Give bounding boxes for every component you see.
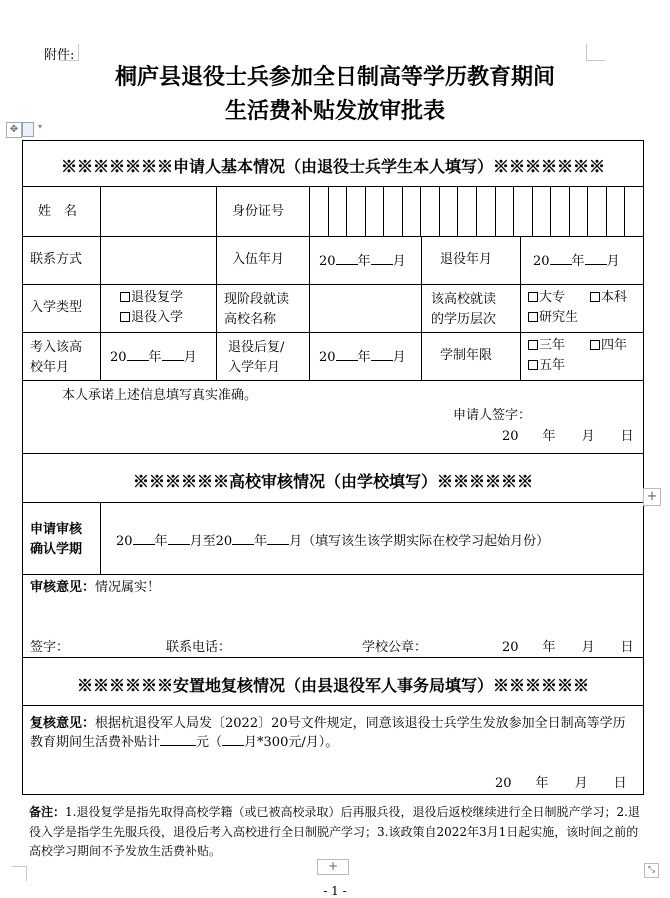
school-sign-date	[502, 640, 634, 656]
row-divider	[22, 705, 644, 706]
label-study-length: 学制年限	[440, 348, 493, 363]
applicant-sign-date	[502, 429, 634, 445]
school-opinion	[30, 580, 160, 596]
row-divider	[22, 380, 644, 381]
document-icon[interactable]	[22, 122, 34, 137]
period-note: （填写该生该学期实际在校学习起始月份）	[302, 534, 550, 549]
month-unit: 月	[392, 350, 406, 365]
review-sign-date	[495, 776, 627, 792]
section1-header: ※※※※※※※申请人基本情况（由退役士兵学生本人填写）※※※※※※※	[60, 157, 605, 176]
checkbox-label: 三年	[539, 338, 566, 353]
period-to: 至	[202, 534, 216, 549]
semester-period-field[interactable]	[116, 532, 549, 550]
label-line: 退役后复/	[228, 340, 285, 355]
remarks-text: 1.退役复学是指先取得高校学籍（或已被高校录取）后再服兵役，退役后返校继续进行全日制脱产学习；2.退役入学是指学生先服兵役，退役后考入高校进行全日制脱产学习；3.该政策自2022年3月1日起实施，该时间之前的高校学习期间不予发放生活费补贴。	[29, 805, 640, 858]
century: 20	[215, 534, 233, 549]
id-digit-cell-divider	[495, 186, 496, 236]
year-unit: 年	[357, 254, 371, 269]
date-year: 20	[502, 640, 519, 655]
checkbox-bachelor[interactable]	[590, 290, 627, 306]
label-discharge-date: 退役年月	[440, 252, 493, 267]
label-confirm-semester	[30, 520, 82, 560]
month-unit: 月	[289, 534, 303, 549]
opinion-label: 复核意见：	[30, 716, 96, 731]
table-resize-handle-icon[interactable]: ⤡	[644, 863, 659, 878]
row-divider	[22, 657, 644, 658]
month-unit: 月	[581, 640, 595, 655]
checkbox-icon	[590, 340, 600, 350]
checkbox-enroll-after[interactable]	[120, 310, 183, 326]
id-digit-cell-divider	[624, 186, 625, 236]
label-current-school	[224, 290, 289, 330]
row-divider	[22, 502, 644, 503]
remarks-label: 备注：	[29, 805, 66, 819]
day-unit: 日	[613, 776, 627, 791]
enlist-date-field[interactable]	[319, 252, 406, 270]
century: 20	[319, 350, 336, 365]
approval-table	[22, 140, 644, 795]
col-divider	[100, 502, 101, 574]
id-digit-cell-divider	[402, 186, 403, 236]
remarks	[29, 803, 641, 862]
month-unit: 月	[581, 429, 595, 444]
date-year: 20	[495, 776, 512, 791]
id-digit-cell-divider	[532, 186, 533, 236]
label-enlist-date: 入伍年月	[232, 252, 285, 267]
checkbox-resume-study[interactable]	[120, 290, 183, 306]
checkbox-label: 大专	[539, 290, 566, 305]
id-digit-cell-divider	[569, 186, 570, 236]
year-unit: 年	[542, 429, 556, 444]
checkbox-label: 研究生	[539, 310, 579, 325]
id-digit-cell-divider	[420, 186, 421, 236]
id-digit-cell-divider	[606, 186, 607, 236]
label-line: 入学年月	[228, 360, 281, 375]
add-column-button[interactable]: +	[643, 488, 661, 506]
label-id-number: 身份证号	[232, 204, 285, 219]
table-move-handle-icon[interactable]: ✥	[6, 122, 22, 138]
id-digit-cell-divider	[365, 186, 366, 236]
id-digit-cell-divider	[457, 186, 458, 236]
col-divider	[520, 236, 521, 380]
date-year: 20	[502, 429, 519, 444]
label-line: 现阶段就读	[224, 292, 290, 307]
label-admit-date	[30, 338, 82, 378]
year-unit: 年	[357, 350, 371, 365]
century: 20	[116, 534, 133, 549]
page-title: 桐庐县退役士兵参加全日制高等学历教育期间	[114, 64, 555, 90]
discharge-date-field[interactable]	[533, 252, 620, 270]
label-degree-level	[431, 290, 496, 330]
id-digit-cell-divider	[513, 186, 514, 236]
id-digit-cell-divider	[550, 186, 551, 236]
col-divider	[421, 236, 422, 380]
checkbox-icon	[590, 292, 600, 302]
day-unit: 日	[620, 640, 634, 655]
row-divider	[22, 574, 644, 575]
month-unit: 月	[183, 350, 197, 365]
admit-date-field[interactable]	[110, 348, 197, 366]
checkbox-graduate[interactable]	[528, 310, 578, 326]
pledge-text: 本人承诺上述信息填写真实准确。	[62, 388, 258, 403]
month-unit: 月	[606, 254, 620, 269]
checkbox-label: 五年	[539, 358, 566, 373]
year-unit: 年	[154, 534, 168, 549]
checkbox-icon	[528, 312, 538, 322]
label-post-discharge	[228, 338, 284, 378]
label-line: 申请审核	[30, 522, 83, 537]
school-seal-label: 学校公章：	[362, 640, 428, 655]
day-unit: 日	[620, 429, 634, 444]
school-phone-label: 联系电话：	[166, 640, 232, 655]
label-line: 该高校就读	[431, 292, 497, 307]
applicant-signature-label: 申请人签字：	[453, 408, 532, 423]
page-number: - 1 -	[323, 884, 347, 898]
checkbox-icon	[528, 360, 538, 370]
label-line: 确认学期	[30, 542, 83, 557]
row-divider	[22, 332, 644, 333]
year-unit: 年	[254, 534, 268, 549]
review-opinion	[30, 714, 636, 752]
year-unit: 年	[542, 640, 556, 655]
opinion-text: 情况属实！	[95, 580, 161, 595]
id-digit-cell-divider	[346, 186, 347, 236]
year-unit: 年	[148, 350, 162, 365]
section2-header: ※※※※※※高校审核情况（由学校填写）※※※※※※	[132, 472, 533, 491]
checkbox-four-years[interactable]	[590, 338, 627, 354]
checkbox-icon	[120, 312, 130, 322]
checkbox-label: 退役入学	[131, 310, 184, 325]
checkbox-associate[interactable]	[528, 290, 565, 306]
checkbox-three-years[interactable]	[528, 338, 565, 354]
checkbox-label: 退役复学	[131, 290, 184, 305]
checkbox-icon	[528, 292, 538, 302]
school-signature-label: 签字：	[30, 640, 70, 655]
label-line: 高校名称	[224, 312, 277, 327]
month-unit: 月	[189, 534, 203, 549]
month-unit: 月	[392, 254, 406, 269]
opinion-text: 月*300元/月）。	[244, 735, 339, 750]
row-divider	[22, 236, 644, 237]
label-admission-type: 入学类型	[30, 300, 83, 315]
col-divider	[216, 186, 217, 380]
margin-corner-mark	[12, 866, 27, 881]
id-digit-cell-divider	[587, 186, 588, 236]
checkbox-five-years[interactable]	[528, 358, 565, 374]
add-row-button[interactable]: +	[317, 859, 349, 875]
id-digit-cell-divider	[383, 186, 384, 236]
label-contact: 联系方式	[30, 252, 83, 267]
col-divider	[100, 186, 101, 380]
margin-corner-mark	[586, 44, 605, 61]
opinion-text: 根据杭退役军人局发〔2022〕20号文件规定，同意该退役士兵学生发放参加全日制高等学历教育期间生活费补贴计	[30, 716, 626, 750]
opinion-text: 元（	[196, 735, 223, 750]
checkbox-label: 本科	[601, 290, 628, 305]
col-divider	[309, 186, 310, 380]
id-digit-cell-divider	[439, 186, 440, 236]
year-unit: 年	[535, 776, 549, 791]
post-discharge-date-field[interactable]	[319, 348, 406, 366]
century: 20	[319, 254, 336, 269]
opinion-label: 审核意见：	[30, 580, 96, 595]
attachment-label: 附件:	[44, 48, 75, 63]
row-divider	[22, 453, 644, 454]
month-unit: 月	[574, 776, 588, 791]
label-line: 考入该高	[30, 340, 83, 355]
checkbox-icon	[120, 292, 130, 302]
page-subtitle: 生活费补贴发放审批表	[224, 98, 445, 124]
checkbox-icon	[528, 340, 538, 350]
label-name: 姓 名	[38, 204, 78, 219]
century: 20	[110, 350, 127, 365]
label-line: 校年月	[30, 360, 70, 375]
section3-header: ※※※※※※安置地复核情况（由县退役军人事务局填写）※※※※※※	[76, 676, 589, 695]
id-digit-cell-divider	[328, 186, 329, 236]
label-line: 的学历层次	[431, 312, 497, 327]
id-digit-cell-divider	[476, 186, 477, 236]
checkbox-label: 四年	[601, 338, 628, 353]
chevron-down-icon[interactable]: ▾	[38, 122, 43, 131]
row-divider	[22, 284, 644, 285]
century: 20	[533, 254, 550, 269]
year-unit: 年	[571, 254, 585, 269]
